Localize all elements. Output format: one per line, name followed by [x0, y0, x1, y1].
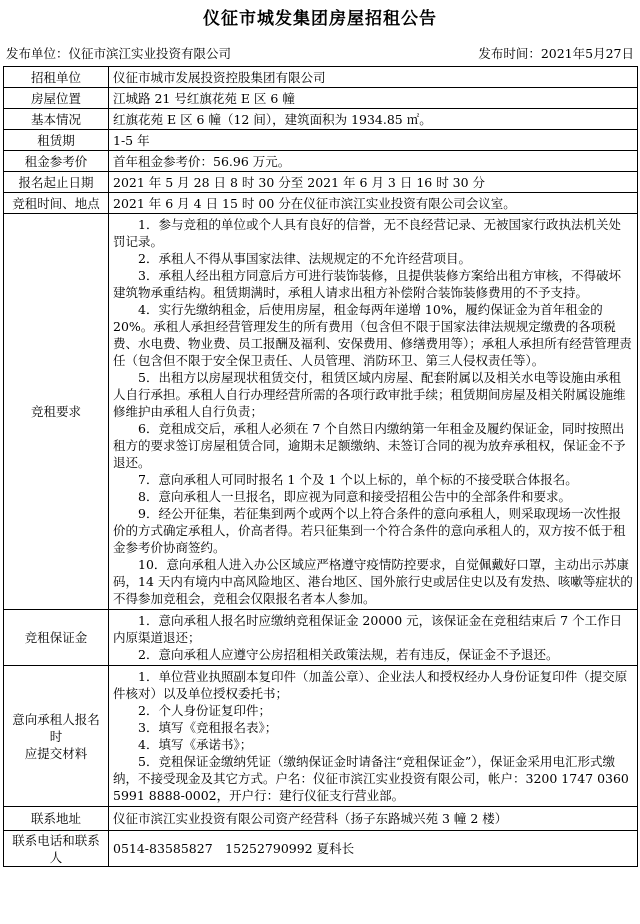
requirement-item: 4．实行先缴纳租金，后使用房屋，租金每两年递增 10%，履约保证金为首年租金的 20%。承租人承担经营管理发生的所有费用（包含但不限于国家法律法规规定缴费的各项税费、水电费、物业费、员工报酬及福利、安保费用、修缮费用等）；承租人承担所有经营管理责任（包含但不限于安全保卫责任、人员管理、消防环卫、第三人侵权责任等）。	[113, 302, 632, 368]
requirement-item: 6．竞租成交后，承租人必须在 7 个自然日内缴纳第一年租金及履约保证金，同时按照出租方的要求签订房屋租赁合同，逾期未足额缴纳、未签订合同的视为放弃承租权，保证金不予退还。	[113, 421, 626, 470]
address-value: 仪征市滨江实业投资有限公司资产经营科（扬子东路城兴苑 3 幢 2 楼）	[109, 807, 638, 831]
table-row	[4, 130, 638, 151]
deposit-label: 竞租保证金	[4, 610, 109, 666]
contact-row	[4, 831, 638, 867]
address-row	[4, 807, 638, 831]
material-item: 2．个人身份证复印件；	[138, 703, 271, 718]
requirement-item: 8．意向承租人一旦报名，即应视为同意和接受招租公告中的全部条件和要求。	[138, 489, 571, 504]
deposit-item: 2．意向承租人应遵守公房招租相关政策法规，若有违反，保证金不予退还。	[138, 647, 559, 662]
requirement-item: 9．经公开征集，若征集到两个或两个以上符合条件的意向承租人，则采取现场一次性报价的方式确定承租人，价高者得。若只征集到一个符合条件的意向承租人的，双方按不低于租金参考价协商签约。	[113, 506, 626, 555]
requirements-list	[109, 214, 638, 610]
contact-value: 0514-83585827 15252790992 夏科长	[109, 831, 638, 867]
row-value: 2021 年 5 月 28 日 8 时 30 分至 2021 年 6 月 3 日 16 时 30 分	[109, 172, 638, 193]
table-row	[4, 193, 638, 214]
material-item: 3．填写《竞租报名表》；	[138, 720, 278, 735]
row-label: 竞租时间、地点	[4, 193, 109, 214]
table-row	[4, 172, 638, 193]
row-label: 招租单位	[4, 67, 109, 88]
requirement-item: 3．承租人经出租方同意后方可进行装饰装修，且提供装修方案给出租方审核，不得破坏建筑物承重结构。租赁期满时，承租人请求出租方补偿附合装饰装修费用的不予支持。	[113, 268, 621, 300]
materials-label-line: 应提交材料	[24, 745, 88, 761]
publish-time-value: 2021年5月27日	[540, 46, 634, 61]
table-row	[4, 88, 638, 109]
row-label: 房屋位置	[4, 88, 109, 109]
deposit-row	[4, 610, 638, 666]
row-value: 1-5 年	[109, 130, 638, 151]
row-label: 租金参考价	[4, 151, 109, 172]
table-row	[4, 67, 638, 88]
requirement-item: 5．出租方以房屋现状租赁交付，租赁区域内房屋、配套附属以及相关水电等设施由承租人自行承担。承租人自行办理经营所需的各项行政审批手续；租赁期间房屋及相关附属设施维修维护由承租人自行负责；	[113, 370, 626, 419]
table-row	[4, 151, 638, 172]
materials-label-line: 意向承租人报名时	[12, 711, 100, 744]
materials-row	[4, 666, 638, 807]
requirement-item: 7．意向承租人可同时报名 1 个及 1 个以上标的，单个标的不接受联合体报名。	[138, 472, 578, 487]
address-label: 联系地址	[4, 807, 109, 831]
material-item: 1．单位营业执照副本复印件（加盖公章）、企业法人和授权经办人身份证复印件（提交原件核对）以及单位授权委托书；	[113, 669, 628, 701]
publish-time-line	[478, 44, 634, 62]
publisher-value: 仪征市滨江实业投资有限公司	[68, 46, 232, 61]
requirement-item: 10．意向承租人进入办公区域应严格遵守疫情防控要求，自觉佩戴好口罩，主动出示苏康码，14 天内有境内中高风险地区、港台地区、国外旅行史或居住史以及有发热、咳嗽等症状的不得参加竞租会，竞租会仅限报名者本人参加。	[113, 557, 633, 606]
publisher-line	[6, 44, 231, 62]
contact-label: 联系电话和联系人	[4, 831, 109, 867]
row-value: 红旗花苑 E 区 6 幢（12 间），建筑面积为 1934.85 ㎡。	[109, 109, 638, 130]
table-row	[4, 109, 638, 130]
row-label: 基本情况	[4, 109, 109, 130]
row-value: 首年租金参考价：56.96 万元。	[109, 151, 638, 172]
row-label: 租赁期	[4, 130, 109, 151]
publisher-label: 发布单位：	[6, 46, 69, 61]
material-item: 5．竞租保证金缴纳凭证（缴纳保证金时请备注“竞租保证金”），保证金采用电汇形式缴纳，不接受现金及其它方式。户名：仪征市滨江实业投资有限公司，帐户：3200 1747 0360 5991 8888-0002，开户行：建行仪征支行营业部。	[113, 754, 629, 803]
requirement-item: 2．承租人不得从事国家法律、法规规定的不允许经营项目。	[138, 251, 471, 266]
requirements-row	[4, 214, 638, 610]
row-value: 2021 年 6 月 4 日 15 时 00 分在仪征市滨江实业投资有限公司会议室。	[109, 193, 638, 214]
material-item: 4．填写《承诺书》；	[138, 737, 253, 752]
row-value: 江城路 21 号红旗花苑 E 区 6 幢	[109, 88, 638, 109]
deposit-list	[109, 610, 638, 666]
materials-label	[4, 666, 109, 807]
row-value: 仪征市城市发展投资控股集团有限公司	[109, 67, 638, 88]
page-title: 仪征市城发集团房屋招租公告	[203, 9, 437, 29]
row-label: 报名起止日期	[4, 172, 109, 193]
requirements-label: 竞租要求	[4, 214, 109, 610]
publish-time-label: 发布时间：	[478, 46, 541, 61]
requirement-item: 1．参与竞租的单位或个人具有良好的信誉，无不良经营记录、无被国家行政执法机关处罚记录。	[113, 217, 621, 249]
materials-list	[109, 666, 638, 807]
deposit-item: 1．意向承租人报名时应缴纳竞租保证金 20000 元，该保证金在竞租结束后 7 个工作日内原渠道退还；	[113, 613, 623, 645]
notice-table	[3, 66, 638, 867]
